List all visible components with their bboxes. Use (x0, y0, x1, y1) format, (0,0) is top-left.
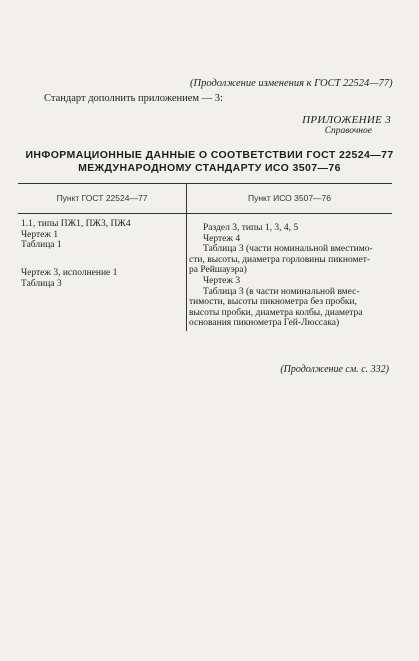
document-title-line2: МЕЖДУНАРОДНОМУ СТАНДАРТУ ИСО 3507—76 (78, 162, 341, 174)
table-column-divider (186, 183, 187, 331)
left-line: Таблица 1 (21, 240, 62, 251)
right-line: Раздел 3, типы 1, 3, 4, 5 (203, 223, 299, 233)
right-line: сти, высоты, диаметра горловины пикномет- (189, 254, 371, 265)
right-line: Чертеж 4 (203, 233, 241, 244)
right-line: Чертеж 3 (203, 275, 241, 286)
left-line: Таблица 3 (21, 278, 62, 289)
table-top-rule (18, 183, 392, 184)
intro-line: Стандарт дополнить приложением — 3: (44, 93, 223, 104)
table-cell-left (21, 268, 117, 289)
appendix-label: ПРИЛОЖЕНИЕ 3 (302, 114, 391, 126)
right-line: основания пикнометра Гей-Люссака) (189, 318, 340, 329)
left-line: Чертеж 1 (21, 229, 59, 240)
left-line: Чертеж 3, исполнение 1 (21, 268, 118, 278)
right-line: тимости, высоты пикнометра без пробки, (189, 297, 357, 308)
table-header-rule (18, 213, 392, 214)
table-cell-left (21, 219, 131, 251)
right-line: высоты пробки, диаметра колбы, диаметра (189, 307, 363, 318)
continuation-note-bottom: (Продолжение см. с. 332) (280, 364, 389, 375)
left-line: 1.1, типы ПЖ1, ПЖ3, ПЖ4 (21, 219, 131, 229)
table-header-gost: Пункт ГОСТ 22524—77 (56, 193, 148, 203)
continuation-note-top: (Продолжение изменения к ГОСТ 22524—77) (190, 78, 393, 89)
table-cell-right (189, 223, 373, 329)
right-line: Таблица 3 (в части номинальной вмес- (203, 286, 360, 297)
right-line: ра Рейшауэра) (189, 265, 247, 276)
appendix-sublabel: Справочное (324, 126, 372, 136)
document-title-line1: ИНФОРМАЦИОННЫЕ ДАННЫЕ О СООТВЕТСТВИИ ГОСТ 22524—77 (25, 149, 394, 161)
table-header-iso: Пункт ИСО 3507—76 (247, 193, 332, 203)
right-line: Таблица 3 (части номинальной вместимо- (203, 244, 373, 255)
